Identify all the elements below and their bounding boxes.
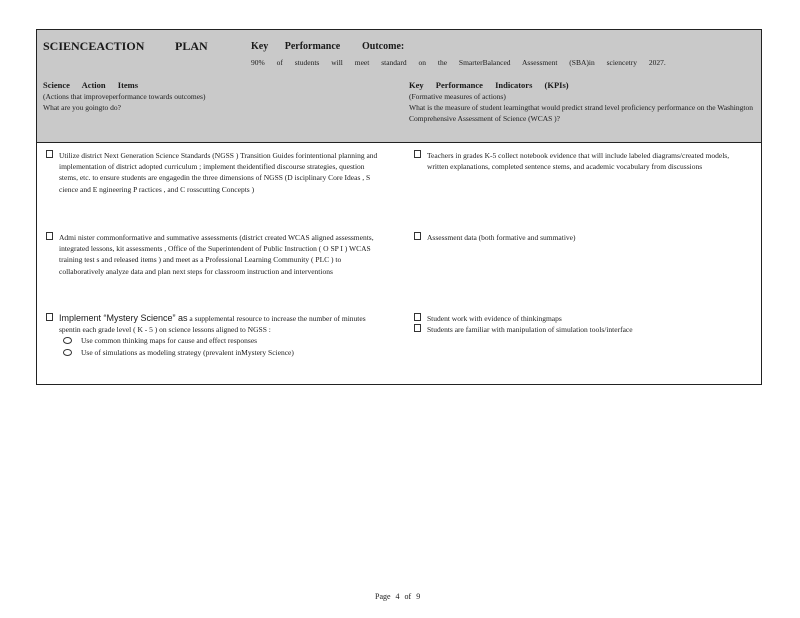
plan-title-plan: PLAN [175, 39, 208, 53]
sub-item [59, 335, 379, 346]
circle-bullet-icon [63, 337, 72, 344]
circle-bullet-icon [63, 349, 72, 356]
kpi-header [409, 80, 754, 124]
action-items-question: What are you goingto do? [43, 103, 121, 112]
sub-item-text: Use of simulations as modeling strategy (prevalent inMystery Science) [81, 347, 294, 357]
header-divider [37, 142, 761, 143]
kpi-text: Teachers in grades K-5 collect notebook evidence that will include labeled diagrams/created models, written explanations, completed sentence stems, and academic vocabulary from discussions [427, 151, 730, 172]
sub-item-text: Use common thinking maps for cause and effect responses [81, 336, 258, 346]
kpi-text: Students are familiar with manipulation of simulation tools/interface [427, 325, 633, 335]
table-header [37, 30, 761, 142]
plan-title: SCIENCEACTION [43, 39, 145, 53]
action-item [59, 150, 379, 195]
action-text: Utilize district Next Generation Science Standards (NGSS ) Transition Guides forintentional planning and implementation of district adopted curriculum ; implement theidentified discourse strategies, question stems, etc. to ensure students are engagedin the three dimensions of NGSS (D isciplinary Core Ideas , S cience and E ngineering P ractices , and C rosscutting Concepts ) [59, 151, 378, 194]
checkbox-bullet-icon [414, 150, 421, 158]
sub-item [59, 347, 379, 358]
kpi-item [427, 232, 747, 243]
kpi-desc: (Formative measures of actions) [409, 92, 506, 101]
action-lead-text: Implement “Mystery Science” as [59, 313, 188, 323]
kpi-item [427, 150, 747, 172]
action-text: a supplemental resource to increase the number of minutes spentin each grade level ( K - 5 ) on science lessons aligned to NGSS : [59, 314, 366, 335]
outcome-statement: 90% of students will meet standard on the SmarterBalanced Assessment (SBA)in sciencetry 2027. [251, 58, 666, 67]
action-items-heading: Science Action Items [43, 80, 139, 90]
kpi-text: Assessment data (both formative and summative) [427, 233, 576, 242]
action-items-desc: (Actions that improveperformance towards outcomes) [43, 92, 206, 101]
action-item [59, 313, 379, 358]
checkbox-bullet-icon [414, 232, 421, 240]
kpi-line [427, 324, 747, 335]
checkbox-bullet-icon [46, 150, 53, 158]
checkbox-bullet-icon [46, 313, 53, 321]
kpi-item [427, 313, 747, 335]
action-plan-table [36, 29, 762, 385]
action-text: Admi nister commonformative and summative assessments (district created WCAS aligned assessments, integrated lessons, kit assessments , Office of the Superintendent of Public Instruction ( O SP I ) WCAS training test s and released items ) and meet as a Professional Learning Community ( PLC ) to collaboratively analyze data and plan next steps for classroom instruction and interventions [59, 233, 374, 276]
key-performance-label: Key Performance [251, 41, 341, 52]
checkbox-bullet-icon [414, 324, 421, 332]
page-number: Page 4 of 9 [375, 592, 421, 601]
checkbox-bullet-icon [46, 232, 53, 240]
action-item [59, 232, 379, 277]
kpi-question: What is the measure of student learningthat would predict strand level proficiency performance on the Washington Comprehensive Assessment of Science (WCAS )? [409, 103, 753, 123]
kpi-text: Student work with evidence of thinkingmaps [427, 314, 562, 323]
action-items-header [43, 80, 373, 113]
outcome-label: Outcome: [362, 41, 405, 52]
kpi-line [427, 313, 747, 324]
kpi-heading: Key Performance Indicators (KPIs) [409, 80, 569, 90]
checkbox-bullet-icon [414, 313, 421, 321]
